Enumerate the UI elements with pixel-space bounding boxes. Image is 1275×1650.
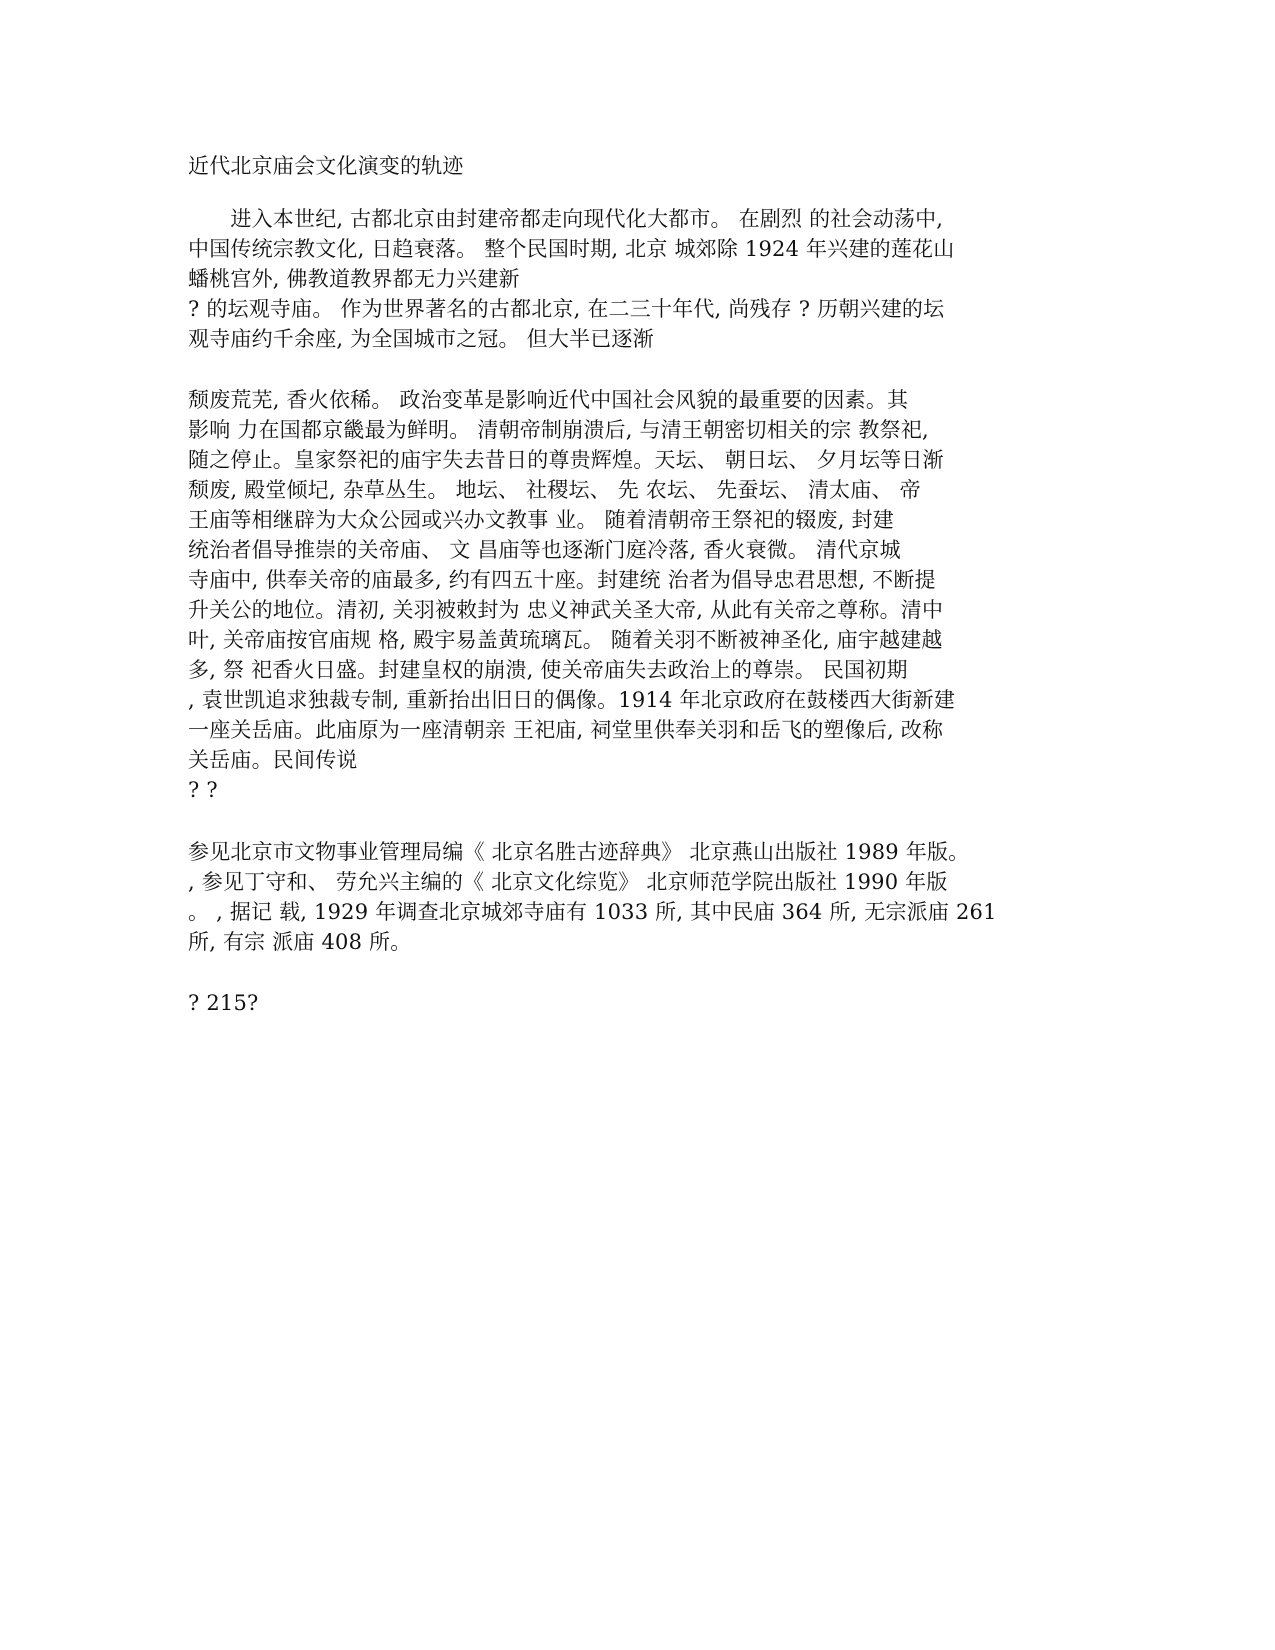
paragraph-line: 观寺庙约千余座, 为全国城市之冠。 但大半已逐渐: [188, 327, 654, 351]
paragraph-line: 颓废荒芜, 香火依稀。 政治变革是影响近代中国社会风貌的最重要的因素。其: [188, 388, 909, 412]
footnote-line: 所, 有宗 派庙 408 所。: [188, 930, 412, 954]
paragraph-line: 升关公的地位。清初, 关羽被敕封为 忠义神武关圣大帝, 从此有关帝之尊称。清中: [188, 598, 944, 622]
paragraph-line: 进入本世纪, 古都北京由封建帝都走向现代化大都市。 在剧烈 的社会动荡中,: [188, 207, 944, 231]
paragraph-line: 王庙等相继辟为大众公园或兴办文教事 业。 随着清朝帝王祭祀的辍废, 封建: [188, 508, 894, 532]
document-title: 近代北京庙会文化演变的轨迹: [188, 154, 464, 178]
footnote-line: 。 , 据记 载, 1929 年调查北京城郊寺庙有 1033 所, 其中民庙 364 所, 无宗派庙 261: [188, 900, 997, 924]
paragraph-line: 叶, 关帝庙按官庙规 格, 殿宇易盖黄琉璃瓦。 随着关羽不断被神圣化, 庙宇越建越: [188, 628, 943, 652]
paragraph-line: 影响 力在国都京畿最为鲜明。 清朝帝制崩溃后, 与清王朝密切相关的宗 教祭祀,: [188, 418, 929, 442]
paragraph-line: 关岳庙。民间传说: [188, 748, 358, 772]
paragraph-line: 蟠桃宫外, 佛教道教界都无力兴建新: [188, 267, 520, 291]
footnote-line: , 参见丁守和、 劳允兴主编的《 北京文化综览》 北京师范学院出版社 1990 年版: [188, 870, 948, 894]
footnote-line: 参见北京市文物事业管理局编《 北京名胜古迹辞典》 北京燕山出版社 1989 年版。: [188, 840, 970, 864]
paragraph-line: 颓废, 殿堂倾圮, 杂草丛生。 地坛、 社稷坛、 先 农坛、 先蚕坛、 清太庙、 帝: [188, 478, 921, 502]
paragraph-line: ? ?: [188, 778, 218, 802]
paragraph-line: 寺庙中, 供奉关帝的庙最多, 约有四五十座。封建统 治者为倡导忠君思想, 不断提: [188, 568, 936, 592]
paragraph-line: 一座关岳庙。此庙原为一座清朝亲 王祀庙, 祠堂里供奉关羽和岳飞的塑像后, 改称: [188, 718, 944, 742]
paragraph-line: ? 的坛观寺庙。 作为世界著名的古都北京, 在二三十年代, 尚残存 ? 历朝兴建的坛: [188, 297, 945, 321]
paragraph-line: 多, 祭 祀香火日盛。封建皇权的崩溃, 使关帝庙失去政治上的尊崇。 民国初期: [188, 658, 908, 682]
paragraph-line: 随之停止。皇家祭祀的庙宇失去昔日的尊贵辉煌。天坛、 朝日坛、 夕月坛等日渐: [188, 448, 944, 472]
paragraph-line: , 袁世凯追求独裁专制, 重新抬出旧日的偶像。1914 年北京政府在鼓楼西大街新建: [188, 688, 956, 712]
paragraph-line: 中国传统宗教文化, 日趋衰落。 整个民国时期, 北京 城郊除 1924 年兴建的莲花山: [188, 237, 955, 261]
page-number: ? 215?: [188, 991, 259, 1015]
paragraph-line: 统治者倡导推崇的关帝庙、 文 昌庙等也逐渐门庭冷落, 香火衰微。 清代京城: [188, 538, 901, 562]
